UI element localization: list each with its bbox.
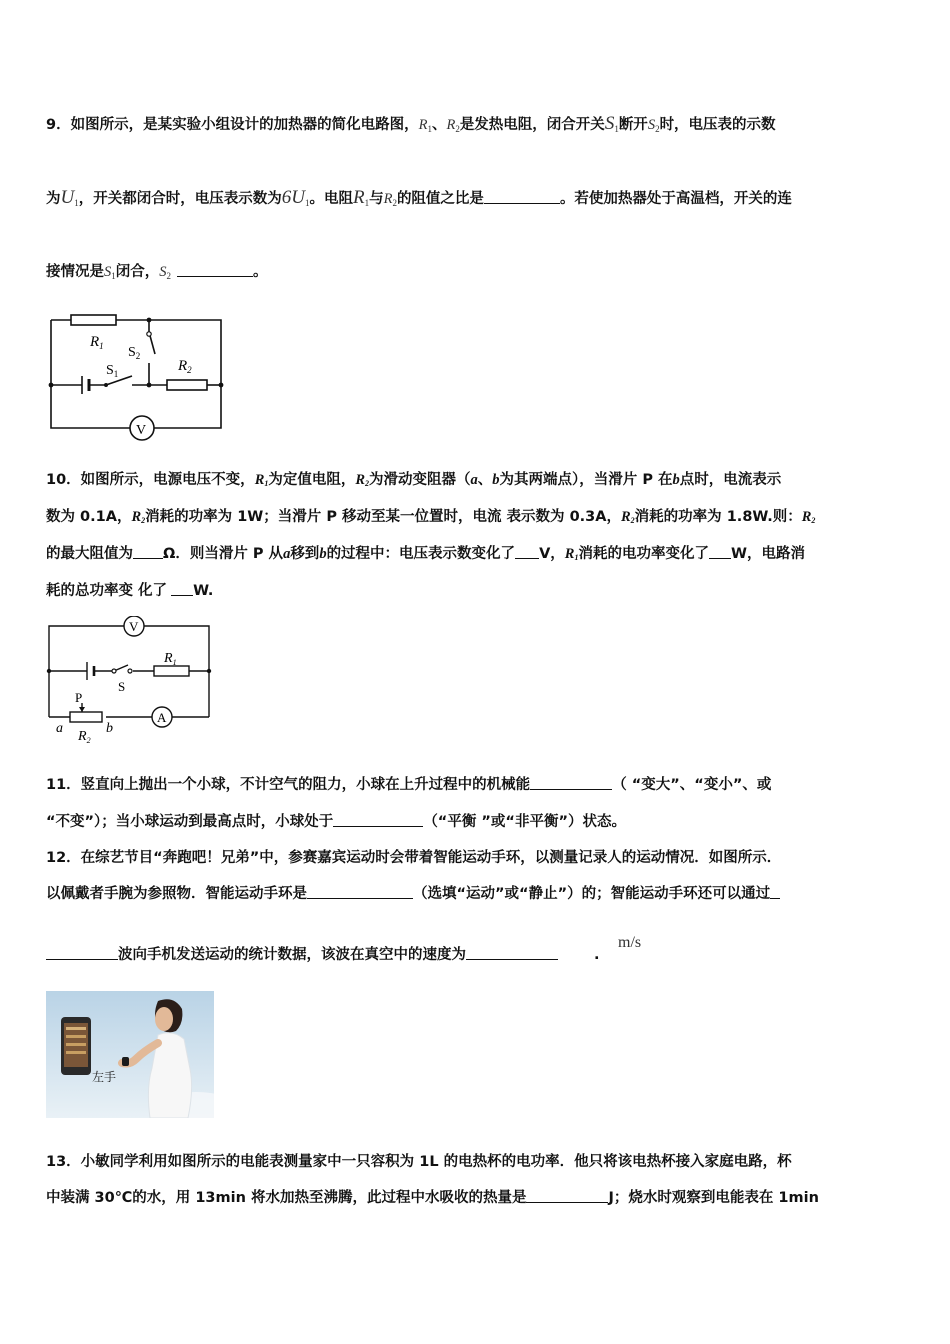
phone-screen-row xyxy=(66,1035,86,1038)
q10-r2: R2 xyxy=(355,472,370,488)
q10-text: 移到 xyxy=(290,546,320,562)
q9-r1: $R_1$ xyxy=(418,117,432,134)
answer-blank[interactable] xyxy=(46,946,118,960)
label-s1: $S_1$ xyxy=(106,363,119,379)
q10-r2: R2 xyxy=(621,509,635,525)
q10-text: V， xyxy=(539,546,565,562)
q9-text: 闭合， xyxy=(115,264,160,280)
q9-br1: $R_1$ xyxy=(352,187,370,208)
q10-line1 xyxy=(46,470,781,494)
q10-text: 消耗的功率为 1.8W.则： xyxy=(634,509,802,525)
q11-text: （ “变大”、“变小”、或 xyxy=(612,777,772,793)
q9-r2: $R_2$ xyxy=(446,117,460,134)
resistor-r1 xyxy=(154,666,189,676)
q9-text: 的阻值之比是 xyxy=(396,191,484,207)
label-p: P xyxy=(75,690,83,705)
q10-line3 xyxy=(46,544,805,568)
q13-text: 中装满 30℃的水，用 13min 将水加热至沸腾，此过程中水吸收的热量是 xyxy=(46,1190,527,1206)
resistor-r2 xyxy=(167,380,207,390)
q10-text: 为定值电阻， xyxy=(268,472,356,488)
wire xyxy=(116,320,221,428)
q10-text: Ω．则当滑片 P 从 xyxy=(163,546,284,562)
q10-text: 数为 0.1A， xyxy=(46,509,132,525)
q9-text: 是发热电阻，闭合开关 xyxy=(459,117,605,133)
slider-arrow xyxy=(79,707,85,712)
answer-blank[interactable] xyxy=(133,545,163,559)
q9-line1 xyxy=(46,114,776,139)
q9-u1: $U_1$ xyxy=(60,187,79,208)
unit-ms: m/s xyxy=(618,934,642,951)
answer-blank[interactable] xyxy=(484,190,560,204)
label-v: V xyxy=(136,423,147,438)
label-r2: $R_2$ xyxy=(178,358,192,375)
q11-line2 xyxy=(46,812,626,832)
q9-text: 。若使加热器处于高温档，开关的连 xyxy=(559,191,792,207)
junction-dot xyxy=(219,383,224,388)
answer-blank[interactable] xyxy=(466,946,558,960)
label-v: V xyxy=(129,619,139,634)
photo-caption: 左手 xyxy=(92,1070,117,1084)
q11-text: （“平衡 ”或“非平衡”）状态。 xyxy=(423,814,626,830)
resistor-r1 xyxy=(71,315,116,325)
q9-line2 xyxy=(46,188,792,213)
q10-text: 点时，电流表示 xyxy=(679,472,782,488)
answer-blank[interactable] xyxy=(515,545,539,559)
switch-contact xyxy=(128,669,132,673)
switch-contact xyxy=(112,669,116,673)
label-s: S xyxy=(118,679,126,694)
q10-text: 消耗的电功率变化了 xyxy=(578,546,709,562)
q10-a: a xyxy=(470,472,478,488)
q11-line1 xyxy=(46,775,771,795)
label-r1: $R_1$ xyxy=(164,651,177,667)
q10-r2: R2 xyxy=(131,509,146,525)
rheostat-r2[interactable] xyxy=(70,712,102,722)
label-r1: $R_1$ xyxy=(90,334,104,351)
circuit-diagram-q10 xyxy=(44,616,216,746)
answer-blank[interactable] xyxy=(171,582,193,596)
junction-dot xyxy=(147,383,152,388)
smart-band xyxy=(122,1057,129,1066)
q12-line3 xyxy=(46,945,600,965)
q9-text: 断开 xyxy=(618,117,648,133)
answer-blank[interactable] xyxy=(709,545,731,559)
q12-text: 以佩戴者手腕为参照物．智能运动手环是 xyxy=(46,886,307,902)
q9-text: 与 xyxy=(369,191,384,207)
q12-text: （选填“运动”或“静止”）的；智能运动手环还可以通过 xyxy=(413,886,771,902)
runner-face xyxy=(155,1007,173,1031)
q10-b: b xyxy=(319,546,327,562)
circuit-diagram-q9 xyxy=(44,308,234,444)
q10-text: 耗的总功率变 化了 xyxy=(46,583,168,599)
q12-line1 xyxy=(46,848,781,868)
q12-text: . xyxy=(594,947,600,963)
q9-text: 。电阻 xyxy=(309,191,353,207)
q9-text: 9．如图所示，是某实验小组设计的加热器的简化电路图， xyxy=(46,117,419,133)
q10-text: 消耗的功率为 1W；当滑片 P 移动至某一位置时，电流 表示数为 0.3A， xyxy=(145,509,621,525)
q10-r1: R1 xyxy=(254,472,269,488)
q9-cs1: $S_1$ xyxy=(104,264,116,281)
q13-text: 13．小敏同学利用如图所示的电能表测量家中一只容积为 1L 的电热杯的电功率．他只将该电热杯接入家庭电路，杯 xyxy=(46,1154,792,1170)
q10-text: 的最大阻值为 xyxy=(46,546,133,562)
q10-a: a xyxy=(283,546,291,562)
q9-line3 xyxy=(46,262,268,286)
q10-text: W. xyxy=(193,583,214,599)
answer-blank[interactable] xyxy=(333,813,423,827)
label-s2: $S_2$ xyxy=(128,345,141,361)
phone-screen-row xyxy=(66,1043,86,1046)
answer-blank[interactable] xyxy=(526,1189,608,1203)
q13-line2 xyxy=(46,1188,819,1208)
q11-text: “不变”）；当小球运动到最高点时，小球处于 xyxy=(46,814,334,830)
q9-br2: $R_2$ xyxy=(383,191,397,208)
q10-text: 为滑动变阻器（ xyxy=(369,472,471,488)
q10-b: b xyxy=(672,472,680,488)
q9-6u1: $6U_1$ xyxy=(281,187,310,208)
q10-text: 的过程中：电压表示数变化了 xyxy=(326,546,516,562)
label-b: b xyxy=(106,721,113,736)
q10-b: b xyxy=(492,472,500,488)
q10-r1: R1 xyxy=(564,546,579,562)
switch-pivot xyxy=(104,383,108,387)
q11-text: 11．竖直向上抛出一个小球，不计空气的阻力，小球在上升过程中的机械能 xyxy=(46,777,531,793)
answer-blank[interactable] xyxy=(177,263,253,277)
answer-blank[interactable] xyxy=(530,776,612,790)
q9-s1: $S_1$ xyxy=(604,113,619,134)
label-r2: $R_2$ xyxy=(78,729,91,745)
q9-text: 接情况是 xyxy=(46,264,104,280)
switch-contact xyxy=(147,332,151,336)
q10-text: 10．如图所示，电源电压不变， xyxy=(46,472,255,488)
q10-line4 xyxy=(46,581,213,601)
answer-blank[interactable] xyxy=(307,885,413,899)
phone-screen-row xyxy=(66,1051,86,1054)
q12-text: 12．在综艺节目“奔跑吧！兄弟”中，参赛嘉宾运动时会带着智能运动手环，以测量记录人的运动情况．如图所示． xyxy=(46,850,782,866)
junction-dot xyxy=(207,669,211,673)
phone-screen-row xyxy=(66,1027,86,1030)
q9-text: 。 xyxy=(253,264,268,280)
q13-text: J；烧水时观察到电能表在 1min xyxy=(608,1190,819,1206)
q9-s2: $S_2$ xyxy=(647,117,660,134)
junction-dot xyxy=(49,383,54,388)
q9-text: ，开关都闭合时，电压表示数为 xyxy=(78,191,282,207)
answer-blank[interactable] xyxy=(770,885,780,899)
q10-line2 xyxy=(46,507,815,531)
q9-separator: 、 xyxy=(431,117,447,133)
q10-text: 、 xyxy=(477,472,493,488)
q10-text: 为其两端点），当滑片 P 在 xyxy=(499,472,673,488)
runner-photo xyxy=(46,991,214,1118)
junction-dot xyxy=(47,669,51,673)
q9-cs2: $S_2$ xyxy=(159,264,171,281)
q10-text: W，电路消 xyxy=(730,546,805,562)
label-a: a xyxy=(56,721,63,736)
junction-dot xyxy=(147,318,152,323)
q10-r2: R2 xyxy=(801,509,816,525)
q12-text: 波向手机发送运动的统计数据，该波在真空中的速度为 xyxy=(118,947,466,963)
q9-text: 时，电压表的示数 xyxy=(659,117,776,133)
q13-line1 xyxy=(46,1152,792,1172)
q9-text: 为 xyxy=(46,191,61,207)
q12-line2 xyxy=(46,884,780,904)
label-a-meter: A xyxy=(157,710,167,725)
